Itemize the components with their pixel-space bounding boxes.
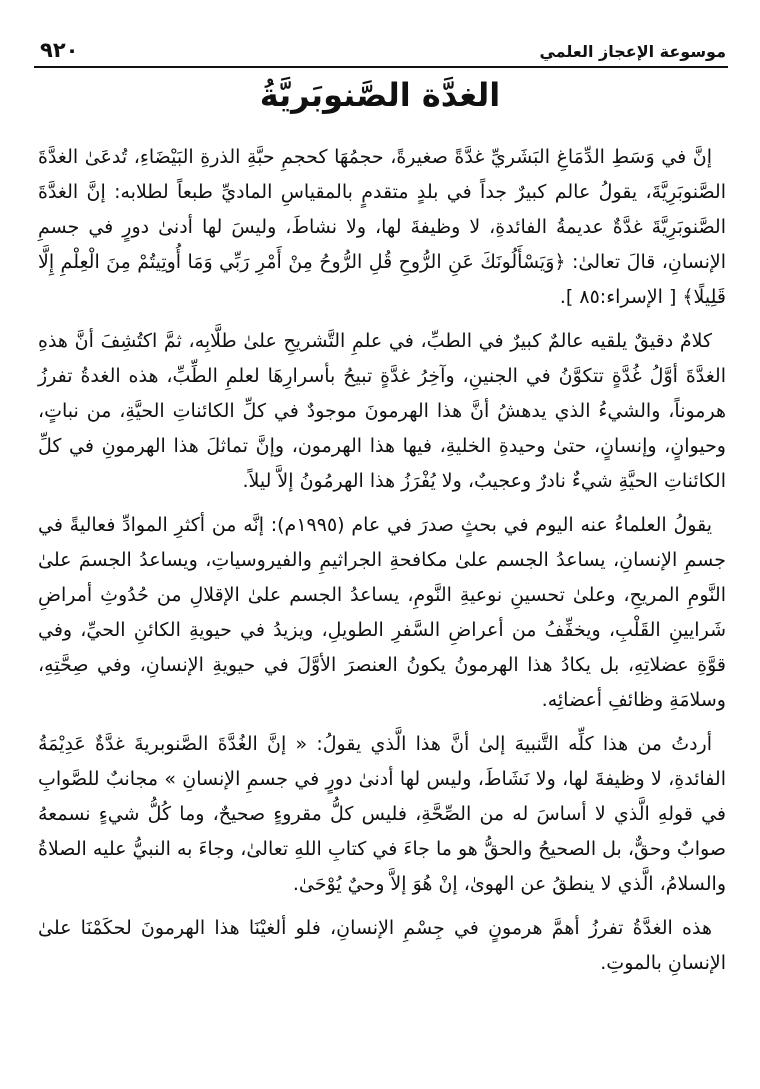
page-header — [34, 36, 728, 66]
article-body — [38, 140, 726, 990]
paragraph: إنَّ في وَسَطِ الدِّمَاغِ البَشَريِّ غدَّةً صغيرةً، حجمُهَا كحجمِ حبَّةِ الذرةِ البَيْضَاءِ، تُدعَىٰ الغدَّةَ الصَّنوبَرِيَّةَ، يقولُ عالم كبيرٌ جداً في بلدٍ متقدمٍ بالمقياسِ الماديِّ طبعاً لطلابه: إنَّ الغدَّةَ الصَّنوبَرِيَّةَ غدَّةٌ عديمةُ الفائدةِ، لا وظيفةَ لها، ولا نشاطَ، وليسَ لها أدنىٰ دورٍ في جسمِ الإنسانِ، قالَ تعالىٰ: ﴿وَيَسْأَلُونَكَ عَنِ الرُّوحِ قُلِ الرُّوحُ مِنْ أَمْرِ رَبِّي وَمَا أُوتِيتُمْ مِنَ الْعِلْمِ إِلَّا قَلِيلًا﴾ [ الإسراء:٨٥ ]. — [38, 146, 726, 308]
paragraph: أردتُ من هذا كلِّه التَّنبيهَ إلىٰ أنَّ هذا الَّذي يقولُ: « إنَّ الغُدَّةَ الصَّنوبريةَ غدَّةٌ عَدِيْمَةُ الفائدةِ، لا وظيفةَ لها، ولا نَشَاطَ، وليس لها أدنىٰ دورٍ في جسمِ الإنسانِ » مجانبٌ للصَّوابِ في قولهِ الَّذي لا أساسَ له من الصِّحَّةِ، فليس كلُّ مقروءٍ صحيحٌ، وما كُلُّ شيءٍ نسمعهُ صوابٌ وحقٌّ، بل الصحيحُ والحقُّ هو ما جاءَ في كتابِ اللهِ تعالىٰ، وجاءَ به النبيُّ عليه الصلاةُ والسلامُ، الَّذي لا ينطقُ عن الهوىٰ، إنْ هُوَ إلاَّ وحيٌ يُوْحَىٰ. — [38, 733, 726, 895]
article-title: الغدَّة الصَّنوبَريَّةُ — [259, 76, 501, 114]
page-number: ٩٢٠ — [40, 38, 79, 62]
paragraph: كلامٌ دقيقٌ يلقيه عالمٌ كبيرٌ في الطبِّ، في علمِ التَّشريحِ علىٰ طلَّابِه، ثمَّ اكتُشِفَ أنَّ هذهِ الغدَّةَ أوَّلُ غُدَّةٍ تتكوَّنُ في الجنينِ، وآخِرُ غدَّةٍ تبيحُ بأسرارِهَا لعلمِ الطِّبِّ، هذه الغدةُ تفرزُ هرموناً، والشيءُ الذي يدهشُ أنَّ هذا الهرمونَ موجودٌ في كلِّ الكائناتِ الحيَّةِ، من نباتٍ، وحيوانٍ، وإنسانٍ، حتىٰ وحيدةِ الخليةِ، فيها هذا الهرمون، وإنَّ تماثلَ هذا الهرمونِ في كلِّ الكائناتِ الحيَّةِ شيءٌ نادرٌ وعجيبٌ، ولا يُفْرَزُ هذا الهرمُونُ إلاَّ ليلاً. — [38, 330, 726, 492]
running-header-title: موسوعة الإعجاز العلمي — [539, 42, 726, 61]
header-divider — [34, 66, 728, 68]
paragraph: هذه الغدَّةُ تفرزُ أهمَّ هرمونٍ في جِسْمِ الإنسانِ، فلو ألغيْنَا هذا الهرمونَ لحكَمْنَا علىٰ الإنسانِ بالموتِ. — [38, 917, 726, 974]
paragraph: يقولُ العلماءُ عنه اليوم في بحثٍ صدرَ في عام (١٩٩٥م): إنَّه من أكثرِ الموادِّ فعاليةً في جسمِ الإنسانِ، يساعدُ الجسم علىٰ مكافحةِ الجراثيمِ والفيروسياتِ، ويساعدُ الجسمَ علىٰ النَّومِ المريحِ، وعلىٰ تحسينِ نوعيةِ النَّومِ، يساعدُ الجسم علىٰ الإقلالِ من حُدُوثِ أمراضِ شَرايينِ القَلْبِ، ويخفِّفُ من أعراضِ السَّفرِ الطويلِ، ويزيدُ في حيويةِ الكائنِ الحيِّ، وفي قوَّةِ عضلاتِهِ، بل يكادُ هذا الهرمونُ يكونُ العنصرَ الأوَّلَ في حيويةِ الإنسانِ، وفي صِحَّتِهِ، وسلامَةِ وظائفِ أعضائِه. — [38, 514, 726, 711]
